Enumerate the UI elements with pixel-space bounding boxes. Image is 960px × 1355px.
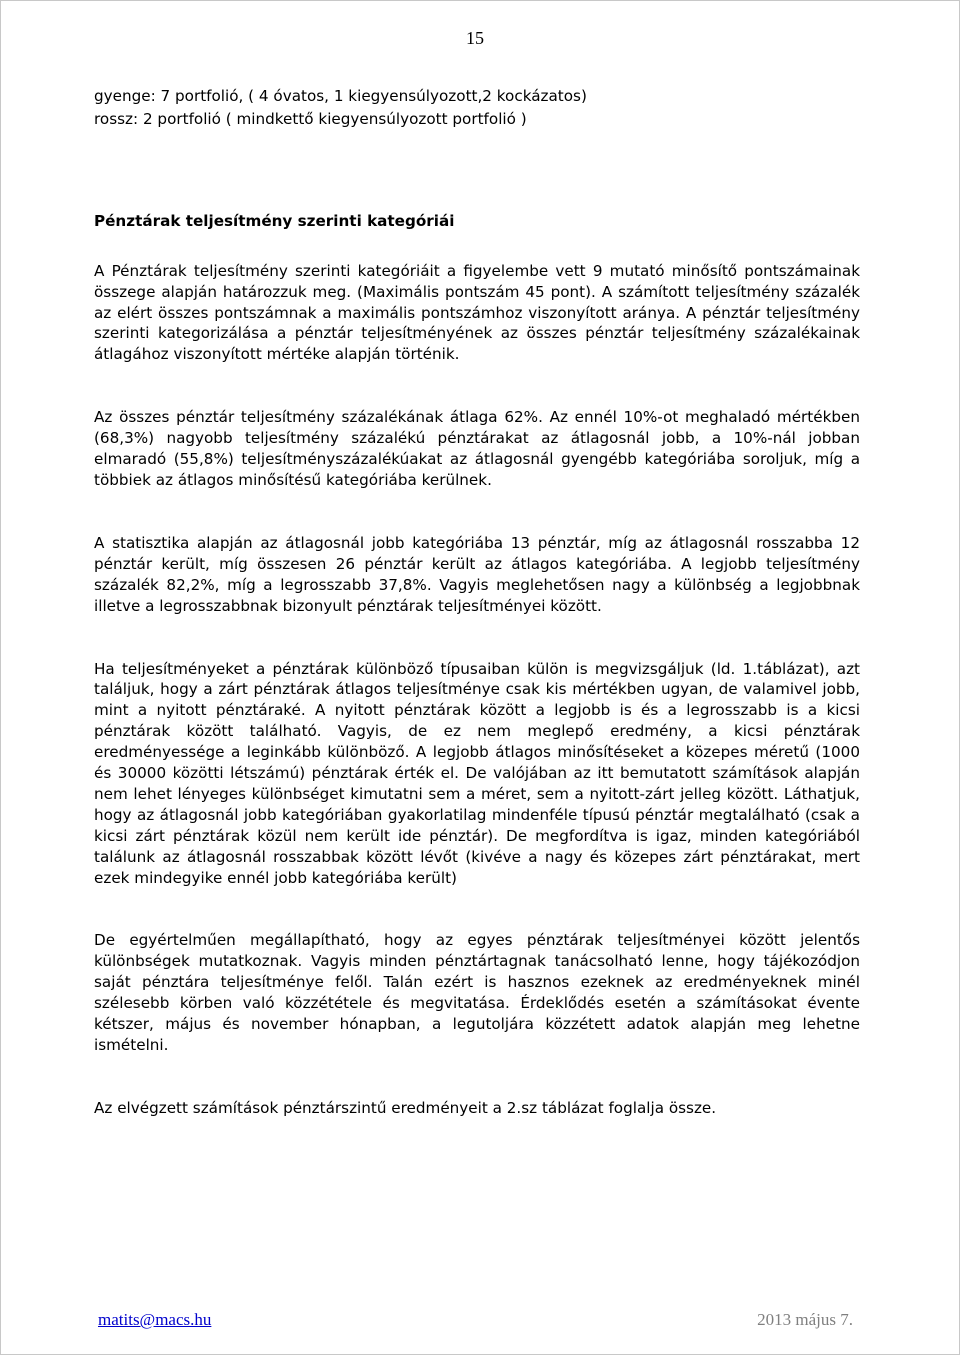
footer-date: 2013 május 7.: [757, 1310, 853, 1329]
footer-email-link[interactable]: matits@macs.hu: [98, 1310, 212, 1329]
paragraph-5: De egyértelműen megállapítható, hogy az egyes pénztárak teljesítményei között jelentős különbségek mutatkoznak. Vagyis minden pénztártagnak tanácsolható lenne, hogy tájékozódjon saját pénztára teljesítménye felől. Talán ezért is hasznos ezeknek az eredményeknek minél szélesebb körben való közzététele és megvitatása. Érdeklődés esetén a számításokat évente kétszer, május és november hónapban, a legutoljára közzétett adatok alapján meg lehetne ismételni.: [94, 931, 860, 1054]
paragraph-3: A statisztika alapján az átlagosnál jobb kategóriába 13 pénztár, míg az átlagosnál rosszabba 12 pénztár került, míg összesen 26 pénztár került az átlagos kategóriába. A legjobb teljesítmény százalék 82,2%, míg a legrosszabb 37,8%. Vagyis meglehetősen nagy a különbség a legjobbnak illetve a legrosszabbnak bizonyult pénztárak teljesítményei között.: [94, 533, 860, 615]
paragraph-2: Az összes pénztár teljesítmény százalékának átlaga 62%. Az ennél 10%-ot meghaladó mértékben (68,3%) nagyobb teljesítmény százalékú pénztárakat az átlagosnál jobb, a 10%-nál jobban elmaradó (55,8%) teljesítményszázalékúakat az átlagosnál gyengébb kategóriába soroljuk, míg a többiek az átlagos minősítésű kategóriába kerülnek.: [94, 408, 860, 489]
line-gyenge: gyenge: 7 portfolió, ( 4 óvatos, 1 kiegyensúlyozott,2 kockázatos): [94, 87, 587, 105]
section-heading: Pénztárak teljesítmény szerinti kategóriái: [94, 211, 455, 230]
paragraph-1: A Pénztárak teljesítmény szerinti kategóriáit a figyelembe vett 9 mutató minősítő pontszámainak összege alapján határozzuk meg. (Maximális pontszám 45 pont). A számított teljesítmény százalék az elért összes pontszámnak a maximális pontszámhoz viszonyított aránya. A pénztár teljesítmény szerinti kategorizálása a pénztár teljesítményének az összes pénztár teljesítmény százalékainak átlagához viszonyított mértéke alapján történik.: [94, 261, 860, 364]
line-rossz: rossz: 2 portfolió ( mindkettő kiegyensúlyozott portfolió ): [94, 109, 527, 128]
paragraph-4: Ha teljesítményeket a pénztárak különböző típusaiban külön is megvizsgáljuk (ld. 1.táblázat), azt találjuk, hogy a zárt pénztárak átlagos teljesítménye csak kis mértékben ugyan, de valamivel jobb, mint a nyitott pénztáraké. A nyitott pénztárak között a legjobb is és a legrosszabb is a kicsi pénztárak között található. Vagyis, de ez nem meglepő eredmény, a kicsi pénztárak eredményessége a leginkább különböző. A legjobb átlagos minősítéseket a közepes méretű (1000 és 30000 közötti létszámú) pénztárak érték el. De valójában az itt bemutatott számítások alapján nem lehet lényeges különbséget kimutatni sem a méret, sem a nyitott-zárt jelleg között. Láthatjuk, hogy az átlagosnál jobb kategóriában gyakorlatilag mindenféle típusú pénztár megtalálható (csak a kicsi zárt pénztárak közül nem került ide pénztár). De megfordítva is igaz, minden kategóriából találunk az átlagosnál rosszabbak között lévőt (kivéve a nagy és közepes zárt pénztárakat, mert ezek mindegyike ennél jobb kategóriába került): [94, 659, 860, 887]
document-body: [94, 86, 860, 1119]
page-number: 15: [466, 28, 484, 48]
paragraph-6: Az elvégzett számítások pénztárszintű eredményeit a 2.sz táblázat foglalja össze.: [94, 1098, 717, 1117]
